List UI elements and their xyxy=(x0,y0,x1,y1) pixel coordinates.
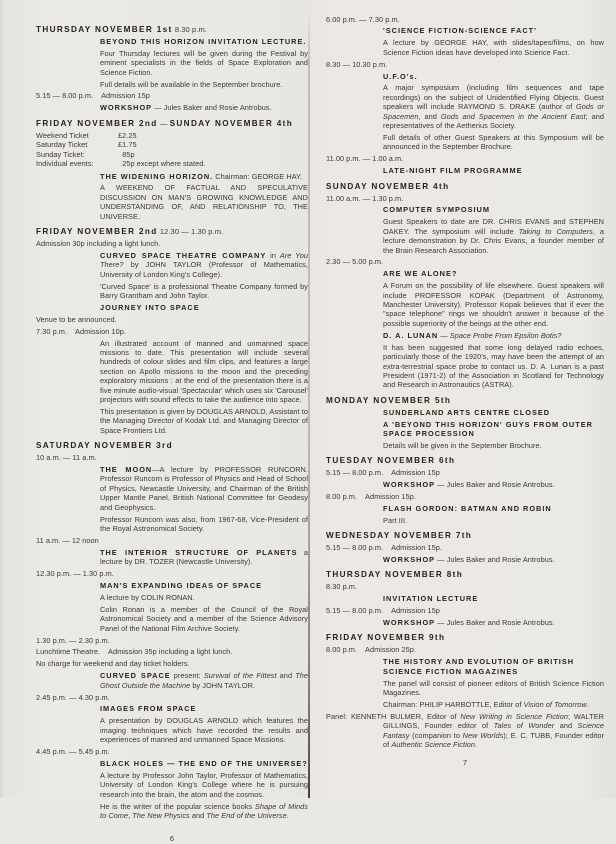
text-run: Venue to be announced. xyxy=(36,314,117,324)
text-run: A WEEKEND OF FACTUAL AND SPECULATIVE DISCUSSION ON MAN'S GROWING KNOWLEDGE AND UNDERSTANDING OF, AND RELATIONSHIP TO, THE UNIVERSE. xyxy=(100,183,308,221)
event-title xyxy=(326,166,604,175)
event-note xyxy=(36,315,308,324)
text-run: JOURNEY INTO SPACE xyxy=(100,302,200,312)
time-line xyxy=(326,492,604,501)
text-run: Guest Speakers to date are DR. CHRIS EVANS and STEPHEN OAKEY. The symposium will include xyxy=(383,217,604,236)
text-run: — xyxy=(157,118,170,128)
text-run: Chairman: PHILIP HARBOTTLE, Editor of xyxy=(383,699,524,709)
event-paragraph xyxy=(36,282,308,301)
text-run: Lunchtime Theatre. Admission 35p including a light lunch. xyxy=(36,647,233,657)
event-paragraph xyxy=(36,407,308,435)
time-line xyxy=(326,15,604,24)
event-paragraph xyxy=(326,700,604,709)
text-run: A lecture by GEORGE HAY, with slides/tapes/films, on how Science Fiction ideas have developed into Science Fact. xyxy=(383,38,604,57)
text-run: 1.30 p.m. — 2.30 p.m. xyxy=(36,635,110,645)
event-title xyxy=(326,408,604,417)
ticket-price: £1.75 xyxy=(118,140,137,150)
event-paragraph xyxy=(326,679,604,698)
text-run: MAN'S EXPANDING IDEAS OF SPACE xyxy=(100,580,263,590)
event-paragraph xyxy=(326,133,604,152)
text-run: 5.15 — 8.00 p.m. Admission 15p. xyxy=(326,543,442,553)
text-run: 2.45 p.m. — 4.30 p.m. xyxy=(36,692,110,702)
time-line xyxy=(36,693,308,702)
text-run: INVITATION LECTURE xyxy=(383,594,479,604)
time-line xyxy=(326,194,604,203)
text-run: New Writing in Science Fiction xyxy=(460,711,568,721)
event-paragraph xyxy=(326,38,604,57)
event-title xyxy=(36,303,308,312)
event-paragraph xyxy=(36,548,308,567)
text-run: FRIDAY NOVEMBER 9th xyxy=(326,633,446,643)
text-run: SUNDERLAND ARTS CENTRE CLOSED xyxy=(383,407,551,417)
text-run: 6.00 p.m. — 7.30 p.m. xyxy=(326,14,400,24)
text-run: 5.15 — 8.00 p.m. Admission 15p xyxy=(326,606,440,616)
text-run: SATURDAY NOVEMBER 3rd xyxy=(36,441,173,451)
day-header xyxy=(326,396,604,405)
text-run: 8.30 — 10.30 p.m. xyxy=(326,59,388,69)
text-run: 7.30 p.m. Admission 10p. xyxy=(36,326,126,336)
time-line xyxy=(36,327,308,336)
event-paragraph xyxy=(36,80,308,89)
text-run: and xyxy=(554,721,578,731)
text-run: WORKSHOP xyxy=(383,618,436,628)
text-run: Chairman: GEORGE HAY. xyxy=(213,171,303,181)
text-run: THE HISTORY AND EVOLUTION OF BRITISH SCIENCE FICTION MAGAZINES xyxy=(383,657,575,676)
text-run: WORKSHOP xyxy=(383,555,436,564)
text-run: A major symposium (including film sequences and tape recordings) on the subject of Unidentified Flying Objects. Guest speakers will include RAYMOND S. DRAKE (author of xyxy=(383,83,604,112)
page-number xyxy=(326,758,604,767)
event-paragraph xyxy=(36,771,308,799)
text-run: 10 a.m. — 11 a.m. xyxy=(36,453,97,463)
time-line xyxy=(326,257,604,266)
text-run: and xyxy=(189,811,207,820)
text-run: The Ghost Outside the Machine xyxy=(100,671,308,690)
text-run: 8.30 p.m. xyxy=(172,25,207,34)
text-run: A lecture by Professor John Taylor, Professor of Mathematics, University of London King's College where he is pursuing research into the brain, the atom and the cosmos. xyxy=(100,770,308,799)
text-run: LATE-NIGHT FILM PROGRAMME xyxy=(383,166,523,176)
time-line xyxy=(36,453,308,462)
panel-list xyxy=(326,712,604,750)
text-run: Tales of Wonder xyxy=(493,721,555,731)
event-paragraph xyxy=(36,716,308,744)
text-run: ; WALTER GILLINGS, Founder editor of xyxy=(383,711,604,731)
text-run: 7 xyxy=(462,758,468,768)
time-line xyxy=(36,91,308,100)
text-run: by JOHN TAYLOR. xyxy=(190,680,256,690)
text-run: Shape of Minds to Come xyxy=(100,801,309,820)
day-header xyxy=(326,531,604,540)
text-run: THE WIDENING HORIZON. xyxy=(100,171,214,181)
event-paragraph xyxy=(36,802,308,821)
text-run: 12.30 — 1.30 p.m. xyxy=(157,227,224,237)
ticket-type: Individual events: xyxy=(36,159,94,169)
page-6 xyxy=(36,19,308,844)
text-run: —A lecture by PROFESSOR RUNCORN. Professor Runcorn is Professor of Physics and Head of School of Physics, Newcastle University, and Chairman of the British Upper Mantle Panel, British National Committee for Geodesy and Geophysics. xyxy=(100,465,308,512)
text-run: The End of the Universe xyxy=(206,811,287,820)
text-run: SUNDAY NOVEMBER 4th xyxy=(326,181,450,191)
text-run: FLASH GORDON: BATMAN AND ROBIN xyxy=(383,503,552,513)
text-run: BLACK HOLES — THE END OF THE UNIVERSE? xyxy=(100,758,308,768)
time-line xyxy=(326,60,604,69)
event-paragraph xyxy=(36,515,308,534)
ticket-price-row xyxy=(36,150,308,160)
text-run: , xyxy=(128,811,133,820)
ticket-type: Weekend Ticket xyxy=(36,130,89,140)
time-line xyxy=(326,645,604,654)
text-run: . xyxy=(286,811,289,820)
text-run: THURSDAY NOVEMBER 1st xyxy=(36,25,173,34)
event-paragraph xyxy=(36,183,308,221)
text-run: present: xyxy=(170,671,204,681)
text-run: and xyxy=(276,671,296,681)
text-run: It has been suggested that some long delayed radio echoes, particularly those of the 1920's, may have been the attempt of an extra-terrestrial space probe to contact us. D. A. Lunan is a past President (1971-2) of the Association in Scotland for Technology and Research in Astronautics (ASTRA). xyxy=(383,342,604,390)
text-run: CURVED SPACE THEATRE COMPANY xyxy=(100,250,267,260)
text-run: Taking to Computers xyxy=(518,226,593,236)
text-run: Admission 30p including a light lunch. xyxy=(36,238,161,248)
text-run: 'Curved Space' is a professional Theatre Company formed by Barry Grantham and John Taylor. xyxy=(100,281,308,300)
text-run: by JOHN TAYLOR (Professor of Mathematics, University of London King's College). xyxy=(100,260,308,279)
event-title xyxy=(36,37,308,46)
text-run: WORKSHOP xyxy=(100,103,153,113)
text-run: WORKSHOP xyxy=(383,480,436,490)
text-run: Full details of other Guest Speakers at this Symposium will be announced in the September Brochure. xyxy=(383,132,604,152)
time-line xyxy=(36,747,308,756)
text-run: Vision of Tomorrow xyxy=(523,699,587,709)
event-title xyxy=(326,555,604,564)
event-title xyxy=(326,420,604,439)
text-run: Are You There? xyxy=(100,250,308,270)
text-run: (companion to xyxy=(409,730,463,740)
text-run: This presentation is given by DOUGLAS ARNOLD, Assistant to the Managing Director of Kodak Ltd. and Managing Director of Space Frontiers Ltd. xyxy=(100,406,308,435)
event-note xyxy=(36,647,308,656)
text-run: THE INTERIOR STRUCTURE OF PLANETS xyxy=(100,547,298,557)
page-number xyxy=(36,834,308,843)
event-title xyxy=(326,480,604,489)
text-run: New Worlds xyxy=(462,730,504,740)
text-run: 8.00 p.m. Admission 15p. xyxy=(326,491,416,501)
text-run: Science Fantasy xyxy=(383,721,605,740)
page-fold-line xyxy=(308,12,310,798)
time-line xyxy=(36,569,308,578)
text-run: A 'BEYOND THIS HORIZON' GUYS FROM OUTER SPACE PROCESSION xyxy=(383,419,593,438)
text-run: Gods and Spacemen in the Ancient East xyxy=(440,111,586,121)
text-run: IMAGES FROM SPACE xyxy=(100,704,197,714)
ticket-price-row xyxy=(36,159,308,169)
event-paragraph xyxy=(36,605,308,633)
text-run: — Jules Baker and Rosie Antrobus. xyxy=(435,555,555,564)
text-run: Part III. xyxy=(383,515,408,525)
text-run: 'SCIENCE FICTION-SCIENCE FACT' xyxy=(383,26,537,36)
text-run: Colin Ronan is a member of the Council of the Royal Astronomical Society and a member of the Science Advisory Panel of the National Film Archive Society. xyxy=(100,604,308,633)
day-header xyxy=(326,633,604,642)
event-title xyxy=(36,581,308,590)
text-run: ; and representatives of the Aetherius Society. xyxy=(383,111,604,131)
text-run: 11.00 p.m. — 1.00 a.m. xyxy=(326,154,404,164)
event-paragraph xyxy=(36,593,308,602)
event-title xyxy=(326,504,604,513)
event-title xyxy=(326,594,604,603)
text-run: SUNDAY NOVEMBER 4th xyxy=(169,118,294,128)
event-paragraph xyxy=(326,217,604,255)
event-paragraph xyxy=(326,281,604,328)
ticket-type: Saturday Ticket xyxy=(36,140,88,150)
text-run: 11 a.m. — 12 noon xyxy=(36,535,99,545)
event-title xyxy=(326,205,604,214)
text-run: — xyxy=(438,330,450,340)
ticket-price-table xyxy=(36,131,308,169)
event-title xyxy=(326,657,604,676)
ticket-price: 85p xyxy=(118,149,135,159)
text-run: Full details will be available in the September brochure. xyxy=(100,79,283,89)
text-run: — Jules Baker and Rosie Antrobus. xyxy=(435,480,555,490)
event-paragraph xyxy=(36,671,308,690)
text-run: ); E. C. TUBB, Founder editor of xyxy=(383,730,604,749)
event-title xyxy=(36,759,308,768)
event-paragraph xyxy=(326,441,604,450)
text-run: Gods or Spacemen xyxy=(383,102,604,121)
event-paragraph xyxy=(326,83,604,130)
event-paragraph xyxy=(36,49,308,77)
time-line xyxy=(326,606,604,615)
text-run: No charge for weekend and day ticket holders. xyxy=(36,659,190,669)
text-run: 5.15 — 8.00 p.m. Admission 15p xyxy=(326,468,440,478)
text-run: The panel will consist of pioneer editors of British Science Fiction Magazines. xyxy=(383,678,604,697)
time-line xyxy=(36,536,308,545)
text-run: Space Probe From Epsilon Botis? xyxy=(449,330,562,340)
ticket-price-row xyxy=(36,131,308,141)
text-run: 4.45 p.m. — 5.45 p.m. xyxy=(36,747,110,757)
text-run: Professor Runcorn was also, from 1967-68, Vice-President of the Royal Astronomical Society. xyxy=(100,514,308,533)
text-run: MONDAY NOVEMBER 5th xyxy=(326,395,452,405)
time-line xyxy=(326,154,604,163)
text-run: Survival of the Fittest xyxy=(203,671,277,681)
event-paragraph xyxy=(36,465,308,512)
text-run: a lecture by DR. TOZER (Newcastle University). xyxy=(100,547,308,567)
ticket-price: £2.25 xyxy=(118,130,137,140)
text-run: Authentic Science Fiction xyxy=(391,740,476,749)
text-run: 2.30 — 5.00 p.m. xyxy=(326,257,384,267)
text-run: The New Physics xyxy=(132,811,190,820)
text-run: 6 xyxy=(169,834,175,844)
event-note xyxy=(36,239,308,248)
event-title xyxy=(36,172,308,181)
text-run: TUESDAY NOVEMBER 6th xyxy=(326,456,456,466)
event-title xyxy=(326,26,604,35)
text-run: THURSDAY NOVEMBER 8th xyxy=(326,570,464,580)
day-header xyxy=(36,441,308,450)
text-run: Four Thursday lectures will be given during the Festival by eminent specialists in the fields of Space Exploration and Science Fiction. xyxy=(100,48,308,77)
text-run: COMPUTER SYMPOSIUM xyxy=(383,205,490,215)
text-run: ARE WE ALONE? xyxy=(383,269,458,279)
event-paragraph xyxy=(326,331,604,340)
day-header xyxy=(326,570,604,579)
text-run: 12.30 p.m. — 1.30 p.m. xyxy=(36,569,114,579)
event-paragraph xyxy=(36,339,308,405)
text-run: — Jules Baker and Rosie Antrobus. xyxy=(435,618,555,628)
time-line xyxy=(326,468,604,477)
text-run: A Forum on the possibility of life elsewhere. Guest speakers will include PROFESSOR KOPAK (Department of Astronomy, Manchester University). Professor Kopak believes that if ever the "space telephone" rings we shouldn't answer it because of the possible superiority of the beings at the other end. xyxy=(383,281,604,328)
text-run: , a lecture demonstration by Dr. Chris Evans, a founder member of the Brain Research Association. xyxy=(383,226,604,255)
event-title xyxy=(326,618,604,627)
text-run: A presentation by DOUGLAS ARNOLD which features the imaging techniques which have recorded the results and experiences of manned and unmanned Space Missions. xyxy=(100,716,308,745)
event-paragraph xyxy=(326,343,604,390)
page-7 xyxy=(326,12,604,768)
event-title xyxy=(326,72,604,81)
ticket-price-row xyxy=(36,140,308,150)
text-run: CURVED SPACE xyxy=(100,671,171,681)
text-run: , and xyxy=(418,111,441,121)
event-note xyxy=(36,659,308,668)
ticket-price: 25p except where stated. xyxy=(118,159,206,169)
day-header xyxy=(326,182,604,191)
text-run: . xyxy=(586,699,589,709)
text-run: 8.00 p.m. Admission 25p. xyxy=(326,645,416,655)
day-header xyxy=(36,227,308,236)
text-run: in xyxy=(266,250,280,260)
text-run: Panel: KENNETH BULMER, Editor of xyxy=(326,711,461,721)
event-paragraph xyxy=(36,251,308,279)
text-run: WEDNESDAY NOVEMBER 7th xyxy=(326,531,473,541)
day-header xyxy=(326,456,604,465)
text-run: BEYOND THIS HORIZON INVITATION LECTURE. xyxy=(100,36,307,46)
event-paragraph xyxy=(326,516,604,525)
day-header xyxy=(36,119,308,128)
text-run: He is the writer of the popular science books xyxy=(100,801,255,811)
text-run: An illustrated account of manned and unmanned space missions to date. This presentation will include several hundreds of colour slides and film clips, and features a large section on Apollo missions to the moon and the preceding exploratory missions : at the end of the presentation there is a five minute audio-visual 'Spectacular' which uses six 'Carousel' projectors with sound effects to take the audience into space. xyxy=(100,338,308,405)
day-header xyxy=(36,25,308,34)
time-line xyxy=(326,543,604,552)
text-run: U.F.O's. xyxy=(383,71,418,81)
text-run: 8.30 p.m. xyxy=(326,582,358,592)
time-line xyxy=(36,636,308,645)
time-line xyxy=(326,582,604,591)
text-run: D. A. LUNAN xyxy=(383,330,439,340)
text-run: A lecture by COLIN RONAN. xyxy=(100,592,195,602)
text-run: 11.00 a.m. — 1.30 p.m. xyxy=(326,193,404,203)
event-title xyxy=(36,704,308,713)
text-run: . xyxy=(475,740,478,749)
text-run: FRIDAY NOVEMBER 2nd xyxy=(36,227,158,237)
ticket-type: Sunday Ticket: xyxy=(36,149,85,159)
event-title xyxy=(36,103,308,112)
text-run: FRIDAY NOVEMBER 2nd xyxy=(36,118,158,128)
text-run: — Jules Baker and Rosie Antrobus. xyxy=(152,103,272,113)
event-title xyxy=(326,269,604,278)
text-run: Details will be given in the September Brochure. xyxy=(383,440,542,450)
text-run: THE MOON xyxy=(100,465,153,474)
text-run: 5.15 — 8.00 p.m. Admission 15p xyxy=(36,91,150,101)
